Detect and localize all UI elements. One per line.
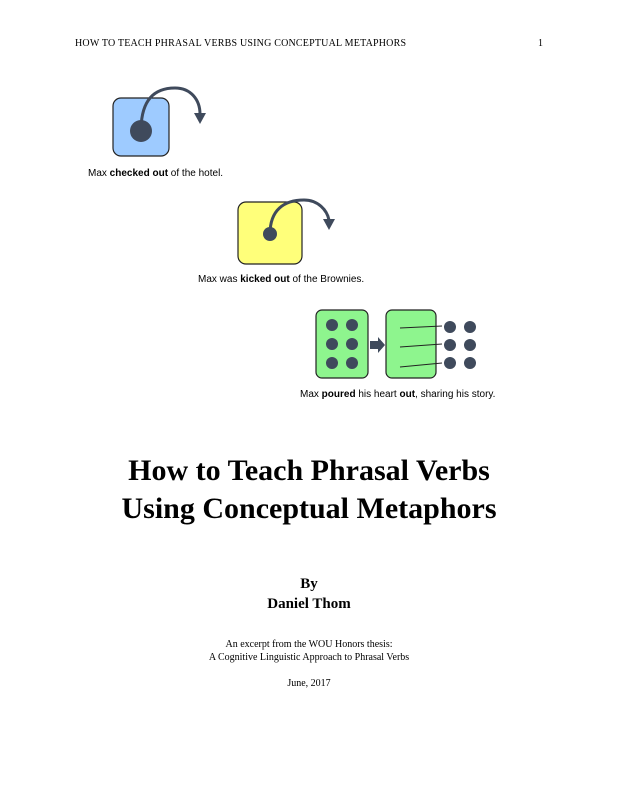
exit-arrowhead (323, 219, 335, 230)
kicked-out-illustration (232, 194, 342, 270)
running-head: HOW TO TEACH PHRASAL VERBS USING CONCEPTUAL METAPHORS (75, 38, 407, 49)
caption-checked-out: Max checked out of the hotel. (88, 168, 224, 179)
excerpt-line-1: An excerpt from the WOU Honors thesis: (225, 639, 393, 650)
checked-out-illustration (105, 84, 215, 164)
byline (0, 574, 618, 614)
page-number: 1 (538, 38, 543, 49)
exit-arrowhead (194, 113, 206, 124)
excerpt-note (0, 638, 618, 664)
caption-kicked-out: Max was kicked out of the Brownies. (198, 274, 365, 285)
publication-date: June, 2017 (287, 678, 331, 689)
poured-out-illustration (312, 306, 482, 382)
poured-dots (444, 321, 476, 369)
source-box (316, 310, 368, 378)
byline-by: By (300, 576, 318, 592)
title-line-1: How to Teach Phrasal Verbs (128, 454, 490, 487)
caption-poured-out: Max poured his heart out, sharing his story. (300, 389, 496, 400)
title-line-2: Using Conceptual Metaphors (121, 492, 497, 525)
author-name: Daniel Thom (267, 596, 351, 612)
emptied-box (386, 310, 436, 378)
document-title (0, 452, 618, 528)
transfer-arrow-icon (370, 337, 385, 353)
excerpt-line-2: A Cognitive Linguistic Approach to Phrasal Verbs (208, 652, 410, 663)
